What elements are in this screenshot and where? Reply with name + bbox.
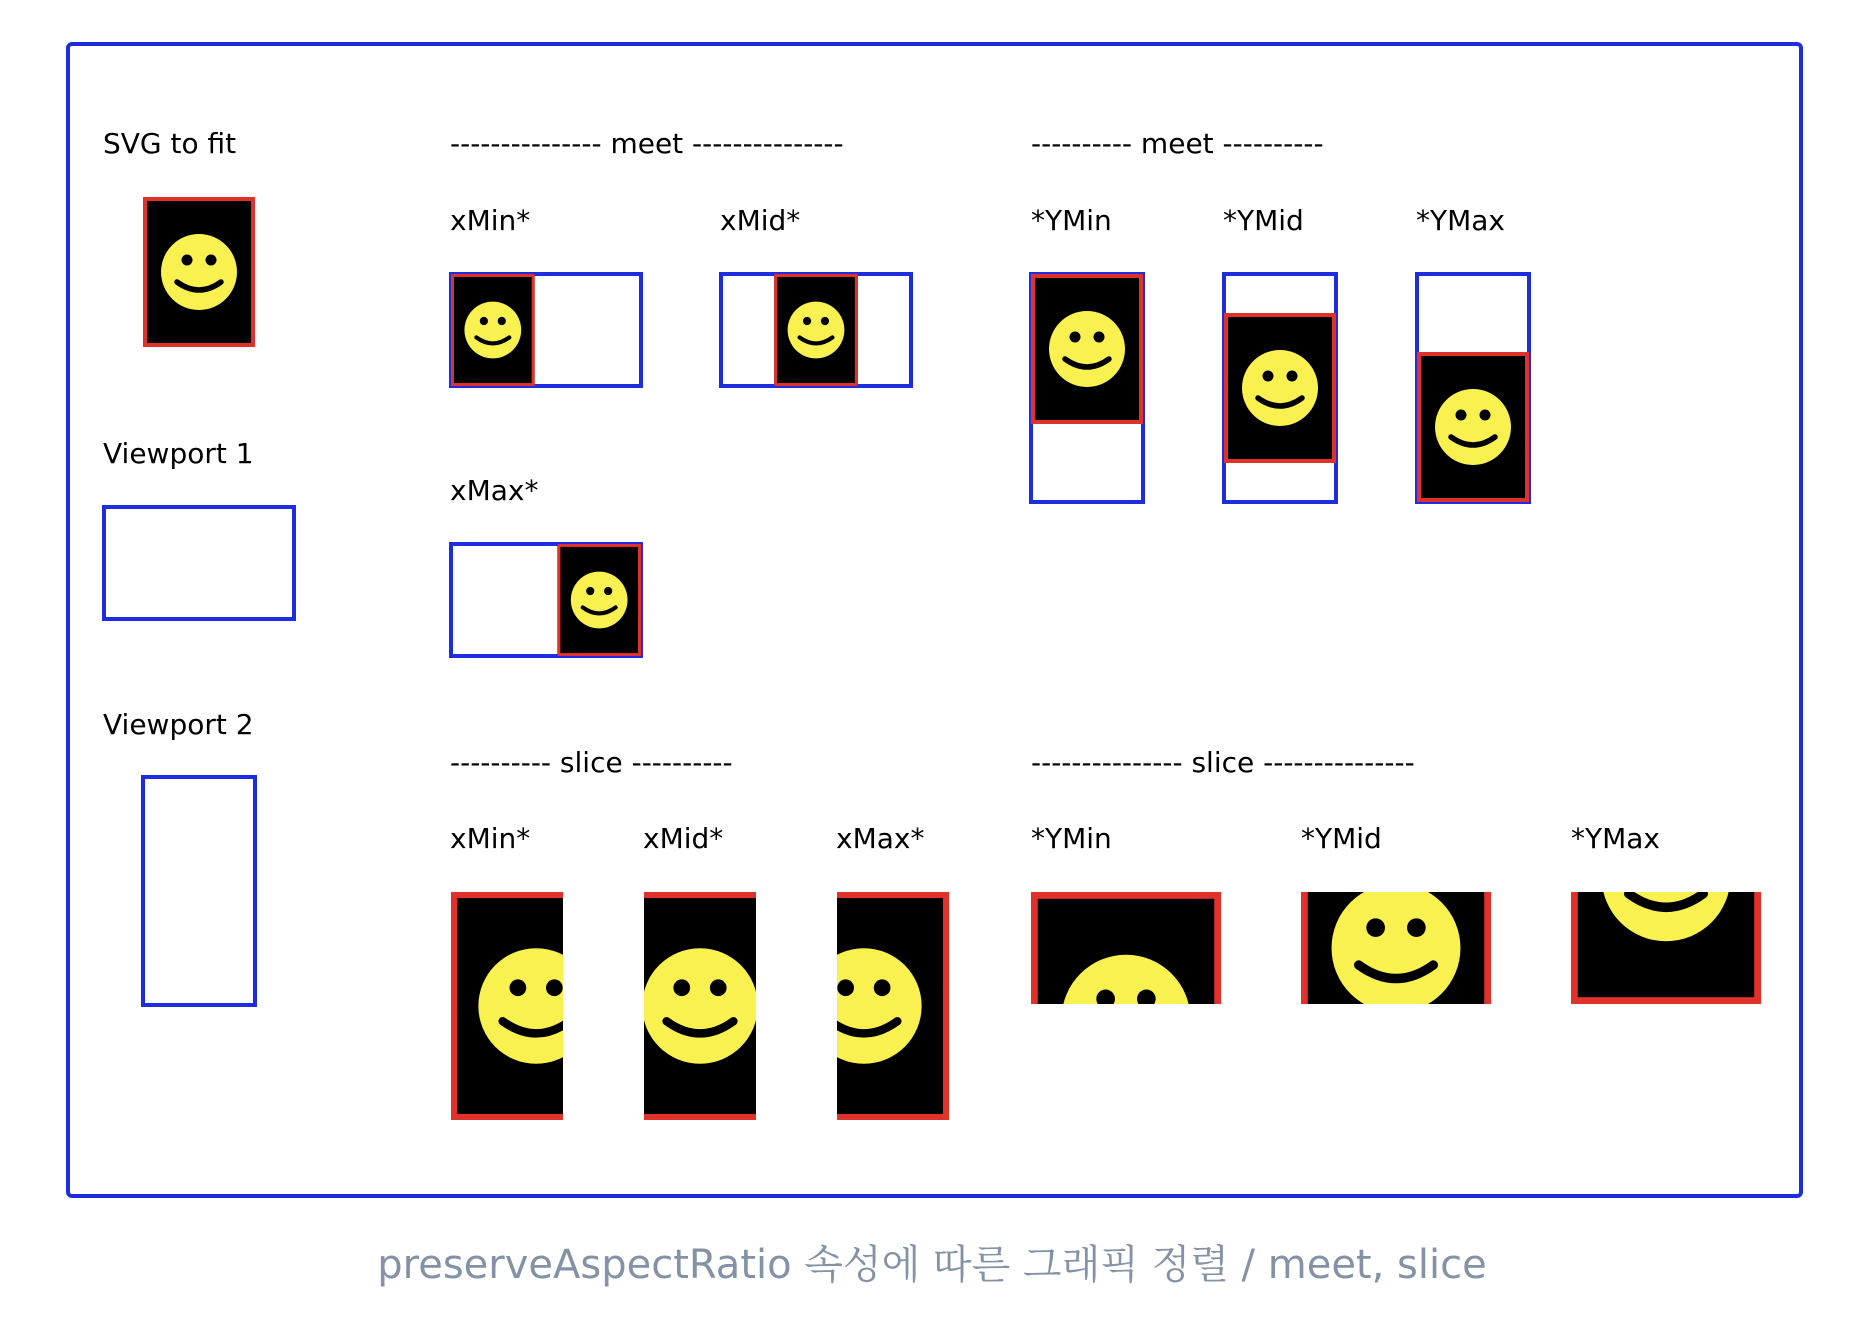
svg-content (774, 274, 858, 386)
slice-ymin-label: *YMin (1031, 822, 1112, 855)
slice-y-header: --------------- slice --------------- (1031, 746, 1415, 779)
meet-ymax-sample (1417, 274, 1529, 502)
legend-viewport-2-label: Viewport 2 (103, 708, 254, 741)
svg-content (1571, 750, 1761, 1004)
smiley-face (1435, 389, 1511, 465)
svg-content (1417, 352, 1529, 502)
smiley-face (161, 234, 237, 310)
svg-content (557, 544, 641, 656)
meet-x-header: --------------- meet --------------- (450, 127, 844, 160)
slice-xmid-sample (615, 892, 785, 1120)
slice-ymid-label: *YMid (1301, 822, 1382, 855)
meet-ymin-label: *YMin (1031, 204, 1112, 237)
slice-ymax-label: *YMax (1571, 822, 1660, 855)
meet-xmax-sample (451, 544, 641, 656)
smiley-left-eye (182, 255, 193, 266)
smiley-face (1242, 350, 1318, 426)
svg-content (1301, 821, 1491, 1075)
viewport-2-sample (143, 777, 255, 1005)
slice-x-header: ---------- slice ---------- (450, 746, 733, 779)
meet-ymin-sample (1031, 274, 1143, 502)
meet-y-header: ---------- meet ---------- (1031, 127, 1324, 160)
meet-xmin-label: xMin* (450, 204, 531, 237)
svg-content-background (1031, 892, 1221, 1146)
svg-content (779, 892, 949, 1120)
smiley-right-eye (821, 317, 829, 325)
smiley-right-eye (1287, 371, 1298, 382)
smiley-left-eye (1263, 371, 1274, 382)
smiley-face (1062, 955, 1191, 1084)
smiley-face (788, 302, 845, 359)
svg-content-background (1571, 750, 1761, 1004)
slice-ymid-sample (1301, 821, 1491, 1075)
svg-content (1224, 313, 1336, 463)
smiley-left-eye (510, 979, 527, 996)
smiley-right-eye (498, 317, 506, 325)
svg-content (451, 274, 535, 386)
svg-content (1031, 274, 1143, 424)
smiley-right-eye (1094, 332, 1105, 343)
smiley-face (642, 948, 758, 1064)
smiley-face (478, 948, 594, 1064)
meet-ymid-label: *YMid (1223, 204, 1304, 237)
meet-xmid-sample (721, 274, 911, 386)
svg-content (1031, 892, 1221, 1146)
smiley-face (464, 302, 521, 359)
smiley-left-eye (586, 587, 594, 595)
smiley-left-eye (1070, 332, 1081, 343)
smiley-right-eye (710, 979, 727, 996)
smiley-right-eye (546, 979, 563, 996)
smiley-left-eye (480, 317, 488, 325)
smiley-left-eye (1366, 918, 1385, 937)
meet-ymax-label: *YMax (1416, 204, 1505, 237)
slice-xmax-sample (779, 892, 949, 1120)
slice-xmin-label: xMin* (450, 822, 531, 855)
smiley-right-eye (1480, 410, 1491, 421)
smiley-face (806, 948, 922, 1064)
figure-caption: preserveAspectRatio 속성에 따른 그래픽 정렬 / meet, slice (377, 1242, 1487, 1288)
smiley-left-eye (837, 979, 854, 996)
smiley-left-eye (803, 317, 811, 325)
smiley-face (1332, 884, 1461, 1013)
smiley-right-eye (206, 255, 217, 266)
smiley-left-eye (673, 979, 690, 996)
smiley-right-eye (1677, 847, 1696, 866)
meet-xmax-label: xMax* (450, 474, 539, 507)
smiley-face (1049, 311, 1125, 387)
smiley-mouth (1089, 1036, 1164, 1050)
legend-svg-to-fit-label: SVG to fit (103, 127, 237, 160)
slice-ymin-sample (1031, 892, 1221, 1146)
smiley-left-eye (1096, 990, 1115, 1009)
smiley-right-eye (874, 979, 891, 996)
slice-ymax-sample (1571, 750, 1761, 1004)
slice-xmid-label: xMid* (643, 822, 724, 855)
smiley-right-eye (1407, 918, 1426, 937)
svg-content (451, 892, 621, 1120)
meet-xmin-sample (451, 274, 641, 386)
smiley-face (571, 572, 628, 629)
viewport-1-sample (104, 507, 294, 619)
slice-xmin-sample (451, 892, 621, 1120)
slice-xmax-label: xMax* (836, 822, 925, 855)
smiley-right-eye (604, 587, 612, 595)
svg-to-fit-sample (143, 197, 255, 347)
svg-content (615, 892, 785, 1120)
meet-xmid-label: xMid* (720, 204, 801, 237)
smiley-left-eye (1456, 410, 1467, 421)
legend-viewport-1-label: Viewport 1 (103, 437, 254, 470)
meet-ymid-sample (1224, 274, 1336, 502)
smiley-right-eye (1137, 990, 1156, 1009)
